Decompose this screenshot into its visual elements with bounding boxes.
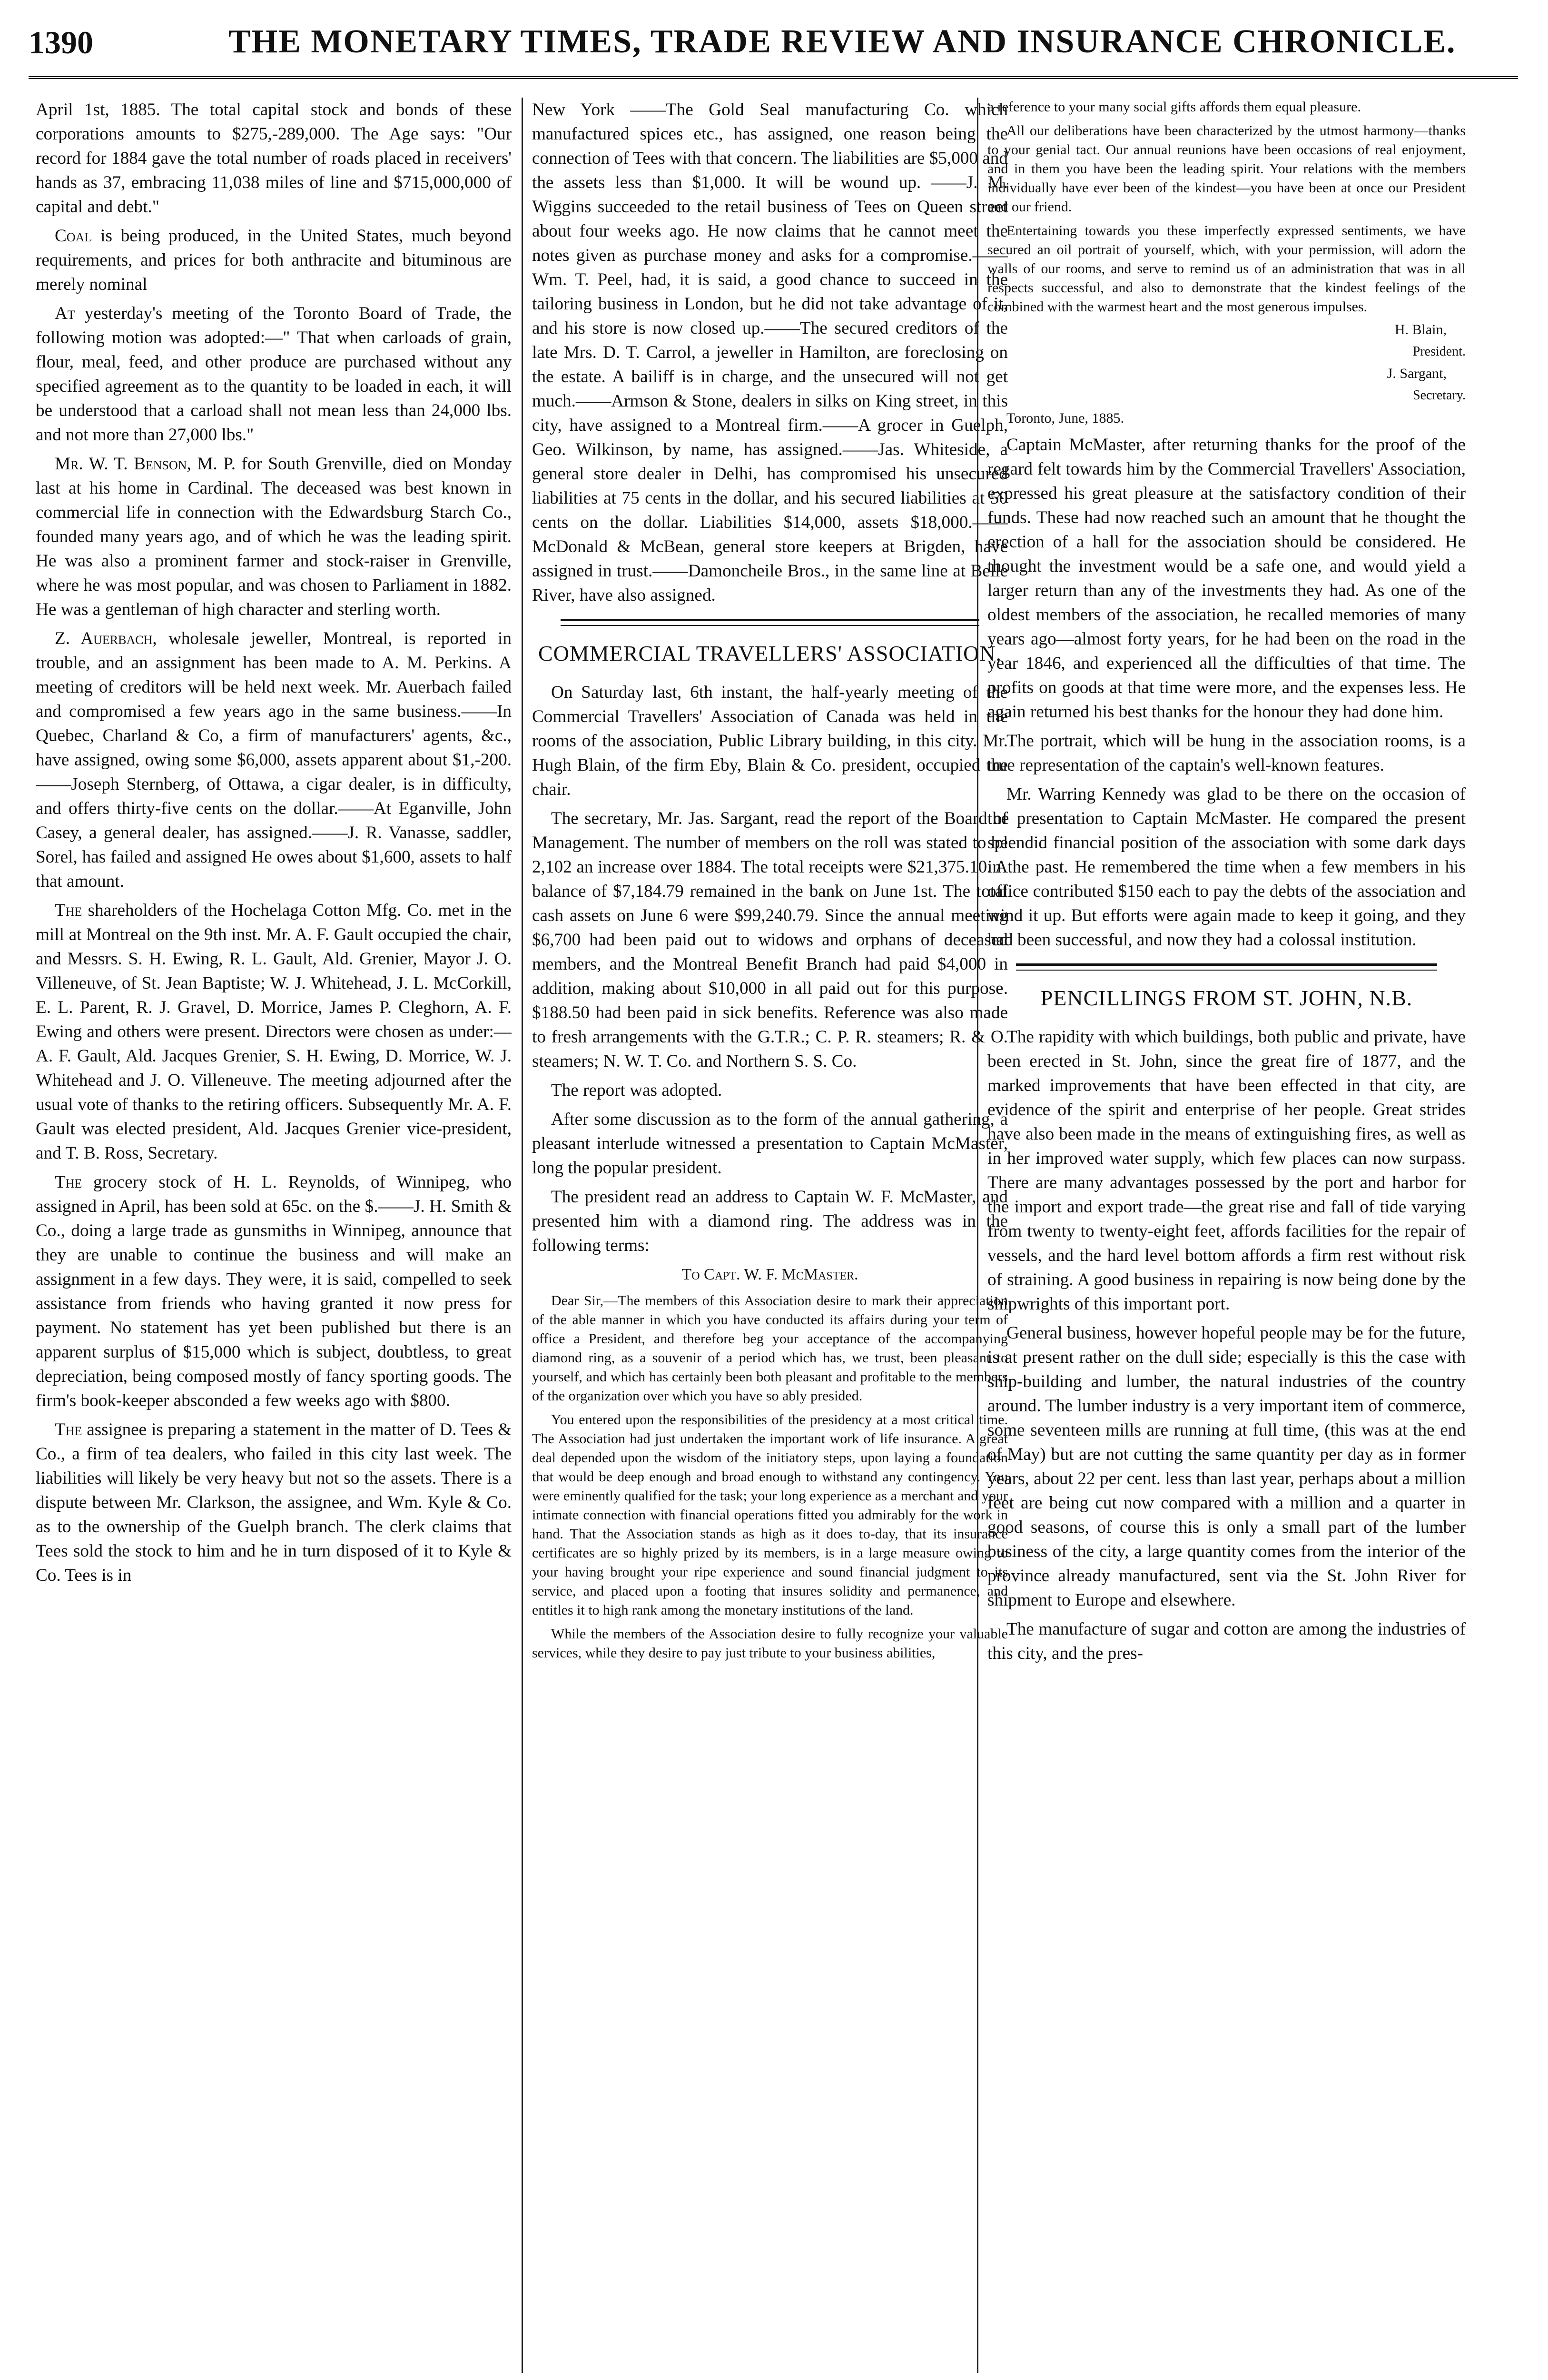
letter-paragraph: Dear Sir,—The members of this Association desire to mark their appreciation of the able manner in which you have conducted its affairs during your term of office a President, and therefore beg your acceptance of the accompanying diamond ring, as a souvenir of a period which has, we trust, been pleasant to yourself, and which has certainly been both pleasant and profitable to the members of the organization over which you have so ably presided. [532,1293,1008,1404]
signature-title: Secretary. [1413,388,1466,403]
article-paragraph: General business, however hopeful people may be for the future, is at present rather on the dull side; especially is this the case with ship-building and lumber, the natural industries of the country around. The lumber industry is a very important item of commerce, some seventeen mills are running at full time, (this was at the end of May) but are not cutting the same quantity per day as in former years, about 22 per cent. less than last year, perhaps about a million feet are being cut now compared with a million and a quarter in good seasons, of course this is only a small part of the lumber business of the city, a large quantity comes from the interior of the province already manufactured, sent via the St. John River for shipment to Europe and elsewhere. [987,1323,1466,1610]
letter-paragraph: While the members of the Association desire to fully recognize your valuable services, while they desire to pay just tribute to your business abilities, [532,1626,1008,1661]
paragraph-text: grocery stock of H. L. Reynolds, of Winnipeg, who assigned in April, has been sold at 65c. on the $.——J. H. Smith & Co., doing a large trade as gunsmiths in Winnipeg, announce that they are unable to continue the business and will make an assignment in a few days. They were, it is said, compelled to seek assistance from friends who having granted it now press for payment. No statement has yet been published but there is an apparent surplus of $15,000 which is subject, doubtless, to great depreciation, being composed mostly of fancy sporting goods. The firm's book-keeper absconded a few weeks ago with $800. [36,1172,512,1410]
lead-word: The [55,1172,82,1192]
article-paragraph: The report was adopted. [551,1081,722,1100]
article-paragraph [36,1418,512,1587]
article-paragraph: The rapidity with which buildings, both public and private, have been erected in St. John, since the great fire of 1877, and the marked improvements that have been effected in that city, are evidence of the spirit and enterprise of her people. Great strides have also been made in the means of extinguishing fires, as well as in her improved water supply, which few places can now surpass. There are many advantages possessed by the port and harbor for the import and export trade—the great rise and fall of tide varying from twenty to twenty-eight feet, affords facilities for the repair of vessels, and the hard level bottom affords a firm rest without risk of straining. A good business in repairing is now being done by the shipwrights of this important port. [987,1027,1466,1314]
article-paragraph [36,452,512,622]
article-paragraph: The president read an address to Captain W. F. McMaster, and presented him with a diamond ring. The address was in the following terms: [532,1187,1008,1255]
signature-title: President. [1412,344,1466,359]
letter-paragraph: a reference to your many social gifts affords them equal pleasure. [987,99,1361,115]
section-rule [561,619,979,621]
column-right [987,98,1466,2363]
paragraph-text: , M. P. for South Grenville, died on Monday last at his home in Cardinal. The deceased was best known in commercial life in connection with the Edwardsburg Starch Co., founded many years ago, and of which he was the leading spirit. He was also a prominent farmer and stock-raiser in Grenville, where he was most popular, and was chosen to Parliament in 1882. He was a gentleman of high character and sterling worth. [36,454,512,619]
section-rule [561,625,979,626]
article-paragraph: New York ——The Gold Seal manufacturing Co. which manufactured spices etc., has assigned, one reason being the connection of Tees with that concern. The liabilities are $5,000 and the assets less than $1,000. It will be wound up. ——J. M. Wiggins succeeded to the retail business of Tees on Queen street about four weeks ago. He now claims that he cannot meet the notes given as purchase money and asks for a compromise.——Wm. T. Peel, had, it is said, a good chance to succeed in the tailoring business in London, but he did not take advantage of it, and his store is now closed up.——The secured creditors of the late Mrs. D. T. Carrol, a jeweller in Hamilton, are foreclosing on the estate. A bailiff is in charge, and the unsecured will not get much.——Armson & Stone, dealers in silks on King street, in this city, have assigned to a Montreal firm.——A grocer in Guelph, Geo. Wilkinson, by name, has assigned.——Jas. Whiteside, a general store dealer in Delhi, has compromised his unsecured liabilities at 75 cents in the dollar, and his secured liabilities at 50 cents on the dollar. Liabilities $14,000, assets $18,000.——McDonald & McBean, general store keepers at Brigden, have assigned in trust.——Damoncheile Bros., in the same line at Belle River, have also assigned. [532,100,1008,605]
paragraph-text: yesterday's meeting of the Toronto Board of Trade, the following motion was adopted:—" That when carloads of grain, flour, meal, feed, and other produce are purchased without any specified agreement as to the quantity to be loaded in each, it will be understood that a carload shall not mean less than 24,000 lbs. and not more than 27,000 lbs." [36,304,512,445]
column-divider [522,98,523,2373]
article-paragraph: Mr. Warring Kennedy was glad to be there on the occasion of the presentation to Captain McMaster. He compared the present splendid financial position of the association with some dark days in the past. He remembered the time when a few members in his office contributed $150 each to pay the debts of the association and wind it up. But efforts were again made to keep it going, and they had been successful, and now they had a colossal institution. [987,784,1466,950]
section-rule [1016,963,1437,966]
article-paragraph: The manufacture of sugar and cotton are among the industries of this city, and the pres- [987,1619,1466,1663]
article-paragraph: After some discussion as to the form of the annual gathering, a pleasant interlude witnessed a presentation to Captain McMaster, long the popular president. [532,1110,1008,1178]
article-paragraph [36,1170,512,1413]
page-number: 1390 [29,24,93,60]
lead-word: The [55,1420,82,1439]
lead-word: The [55,901,82,920]
article-paragraph: The secretary, Mr. Jas. Sargant, read the report of the Board of Management. The number of members on the roll was stated to be 2,102 an increase over 1884. The total receipts were $21,375.10. A balance of $7,184.79 remained in the bank on June 1st. The total cash assets on June 6 were $99,240.79. Since the annual meeting $6,700 had been paid out to widows and orphans of deceased members, and the Montreal Benefit Branch had paid $4,000 in addition, making about $10,000 in all paid out for this purpose. $188.50 had been paid in sick benefits. Reference was also made to fresh arrangements with the G.T.R.; C. P. R. steamers; R. & O. steamers; N. W. T. Co. and Northern S. S. Co. [532,809,1008,1071]
paragraph-text: shareholders of the Hochelaga Cotton Mfg. Co. met in the mill at Montreal on the 9th inst. Mr. A. F. Gault occupied the chair, and Messrs. S. H. Ewing, R. L. Gault, Ald. Grenier, Mayor J. O. Villeneuve, of St. Jean Baptiste; W. J. Whitehead, J. L. McCorkill, E. L. Parent, R. J. Gravel, D. Morrice, James P. Cleghorn, A. F. Ewing and others were present. Directors were chosen as under:—A. F. Gault, Ald. Jacques Grenier, S. H. Ewing, D. Morrice, W. J. Whitehead and J. O. Villeneuve. The meeting adjourned after the usual vote of thanks to the retiring officers. Subsequently Mr. A. F. Gault was elected president, Ald. Jacques Grenier vice-president, and T. B. Ross, Secretary. [36,901,512,1163]
letter-paragraph: You entered upon the responsibilities of the presidency at a most critical time. The Association had just undertaken the important work of life insurance. A great deal depended upon the wisdom of the initiatory steps, upon laying a foundation that would be deep enough and broad enough to withstand any contingency. You were eminently qualified for the task; your long experience as a merchant and your intimate connection with financial operations fitted you admirably for the work in hand. That the Association stands as high as it does to-day, that its insurance certificates are so highly prized by its members, is in a large measure owing to your having brought your ripe experience and sound financial judgment to its service, and placed upon a footing that insures solidity and permanence, and entitles it to high rank among the monetary institutions of the land. [532,1412,1008,1618]
article-paragraph: On Saturday last, 6th instant, the half-yearly meeting of the Commercial Travellers' Association of Canada was held in the rooms of the association, Public Library building, in this city. Mr. Hugh Blain, of the firm Eby, Blain & Co. president, occupied the chair. [532,683,1008,799]
paragraph-text: is being produced, in the United States, much beyond requirements, and prices for both anthracite and bituminous are merely nominal [36,226,512,294]
article-paragraph [36,626,512,893]
letter-paragraph: All our deliberations have been characterized by the utmost harmony—thanks to your genial tact. Our annual reunions have been occasions of real enjoyment, and in them you have been the leading spirit. Your relations with the members individually have ever been of the kindest—you have been at once our President and our friend. [987,123,1466,215]
lead-word: Mr. W. T. Benson [55,454,187,474]
lead-word: Coal [55,226,92,246]
section-heading: COMMERCIAL TRAVELLERS' ASSOCIATION. [538,641,1002,665]
section-rule [1016,970,1437,971]
lead-word: Z. Auerbach [55,629,153,648]
lead-word: At [55,304,75,323]
paragraph-text: assignee is preparing a statement in the matter of D. Tees & Co., a firm of tea dealers, who failed in this city last week. The liabilities will likely be very heavy but not so the assets. There is a dispute between Mr. Clarkson, the assignee, and Wm. Kyle & Co. as to the ownership of the Guelph branch. The clerk claims that Tees sold the stock to him and he in turn disposed of it to Kyle & Co. Tees is in [36,1420,512,1585]
signature-name: J. Sargant, [1387,366,1447,381]
paragraph-text: , wholesale jeweller, Montreal, is reported in trouble, and an assignment has been made to A. M. Perkins. A meeting of creditors will be held next week. Mr. Auerbach failed and compromised a few years ago in the same business.——In Quebec, Charland & Co, a firm of manufacturers' agents, &c., have assigned, owing some $6,000, assets apparent about $1,-200.——Joseph Sternberg, of Ottawa, a cigar dealer, is in difficulty, and offers thirty-five cents on the dollar.——At Eganville, John Casey, a general dealer, has assigned.——J. R. Vanasse, saddler, Sorel, has failed and assigned He owes about $1,600, assets to half that amount. [36,629,512,891]
article-paragraph: Captain McMaster, after returning thanks for the proof of the regard felt towards him by the Commercial Travellers' Association, expressed his great pleasure at the satisfactory condition of their funds. These had now reached such an amount that he thought the erection of a hall for the association should be considered. He thought the investment would be a safe one, and would yield a larger return than any of the investments they had. As one of the oldest members of the association, he recalled memories of many years ago—almost forty years, for he had been on the road in the year 1846, and experienced all the difficulties of that time. The profits on goods at that time were more, and the expenses less. He again returned his best thanks for the honour they had done him. [987,435,1466,722]
article-paragraph [36,301,512,447]
article-paragraph: April 1st, 1885. The total capital stock and bonds of these corporations amounts to $275,-289,000. The Age says: "Our record for 1884 gave the total number of roads placed in receivers' hands as 37, embracing 11,038 miles of line and $715,000,000 of capital and debt." [36,100,512,217]
section-heading: PENCILLINGS FROM ST. JOHN, N.B. [1040,986,1413,1010]
column-left [36,98,512,2363]
page-header [29,19,1518,79]
article-paragraph [36,898,512,1165]
dateline: Toronto, June, 1885. [1006,410,1124,426]
column-middle [532,98,1008,2363]
article-paragraph: The portrait, which will be hung in the association rooms, is a true representation of the captain's well-known features. [987,731,1466,775]
signature-name: H. Blain, [1394,322,1447,337]
address-salutation: To Capt. W. F. McMaster. [681,1266,858,1283]
letter-paragraph: Entertaining towards you these imperfectly expressed sentiments, we have secured an oil portrait of yourself, which, with your permission, will adorn the walls of our rooms, and serve to remind us of an administration that was in all respects successful, and also to demonstrate that the kindest feelings of the combined with the warmest heart and the most generous impulses. [987,223,1466,315]
running-title: THE MONETARY TIMES, TRADE REVIEW AND INSURANCE CHRONICLE. [228,23,1456,60]
article-paragraph [36,224,512,297]
